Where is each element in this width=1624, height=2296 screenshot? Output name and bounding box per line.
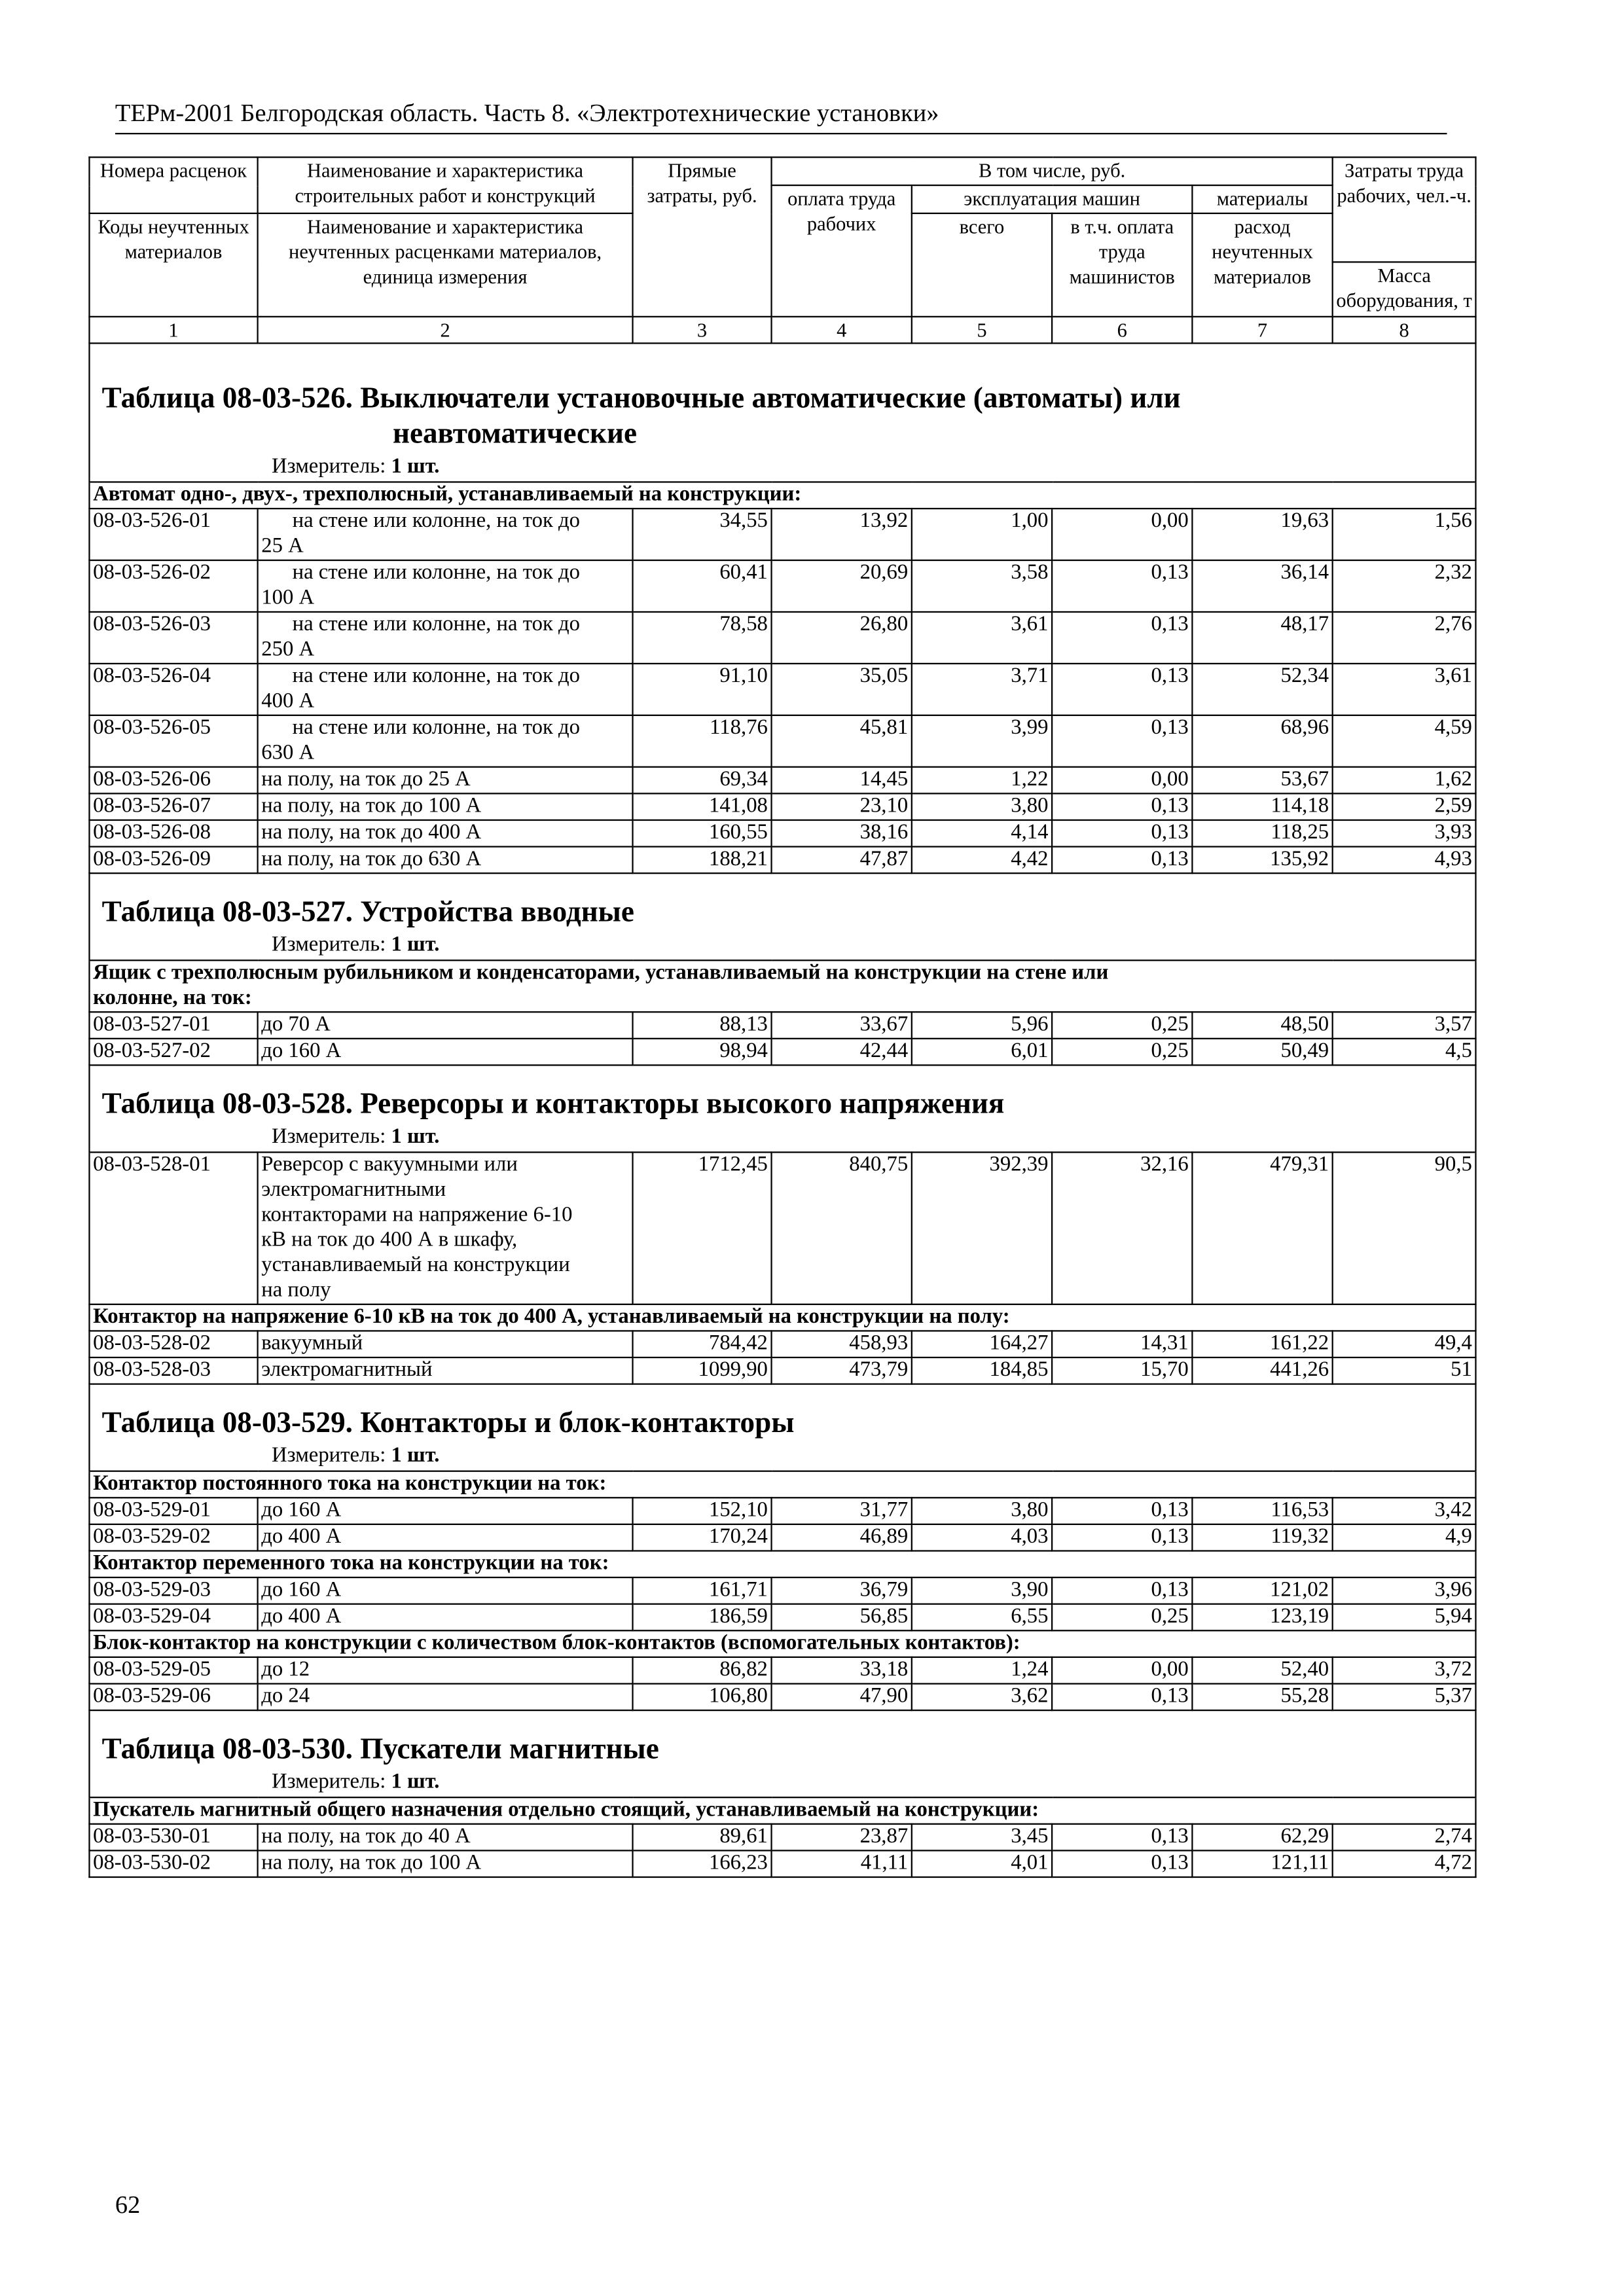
machines-value: 3,62 <box>912 1684 1052 1711</box>
header-direct-costs: Прямые затраты, руб. <box>633 157 772 317</box>
rate-name: на стене или колонне, на ток до 100 А <box>258 560 633 612</box>
operators-wages-value: 0,13 <box>1052 1577 1192 1604</box>
table-row <box>89 793 1475 820</box>
rate-code: 08-03-526-09 <box>89 847 257 874</box>
direct-costs-value: 161,71 <box>633 1577 772 1604</box>
rate-name: электромагнитный <box>258 1357 633 1384</box>
rate-code: 08-03-529-03 <box>89 1577 257 1604</box>
operators-wages-value: 0,13 <box>1052 1684 1192 1711</box>
operators-wages-value: 0,13 <box>1052 847 1192 874</box>
operators-wages-value: 0,13 <box>1052 560 1192 612</box>
rate-table-section <box>89 1384 1475 1710</box>
machines-value: 4,01 <box>912 1850 1052 1877</box>
table-row <box>89 715 1475 767</box>
table-row <box>89 664 1475 715</box>
materials-value: 52,40 <box>1192 1657 1332 1684</box>
table-title: Таблица 08-03-527. Устройства вводные <box>101 896 634 929</box>
header-codes-top: Номера расценок <box>89 157 257 213</box>
table-row <box>89 612 1475 664</box>
direct-costs-value: 160,55 <box>633 820 772 847</box>
rate-table-section <box>89 873 1475 1065</box>
wages-value: 47,90 <box>772 1684 912 1711</box>
direct-costs-value: 98,94 <box>633 1039 772 1066</box>
estimate-table <box>88 156 1476 1878</box>
direct-costs-value: 166,23 <box>633 1850 772 1877</box>
operators-wages-value: 0,00 <box>1052 1657 1192 1684</box>
operators-wages-value: 0,13 <box>1052 1824 1192 1851</box>
machines-value: 4,14 <box>912 820 1052 847</box>
wages-value: 23,10 <box>772 793 912 820</box>
header-including: В том числе, руб. <box>772 157 1333 185</box>
table-row <box>89 1152 1475 1304</box>
wages-value: 458,93 <box>772 1331 912 1357</box>
direct-costs-value: 1712,45 <box>633 1152 772 1304</box>
labor-value: 2,59 <box>1333 793 1476 820</box>
table-title: Таблица 08-03-529. Контакторы и блок-контакторы <box>101 1407 795 1440</box>
machines-value: 3,99 <box>912 715 1052 767</box>
rate-code: 08-03-530-02 <box>89 1850 257 1877</box>
labor-value: 3,96 <box>1333 1577 1476 1604</box>
rate-code: 08-03-526-05 <box>89 715 257 767</box>
rate-code: 08-03-528-01 <box>89 1152 257 1304</box>
materials-value: 116,53 <box>1192 1498 1332 1524</box>
labor-value: 1,62 <box>1333 767 1476 794</box>
operators-wages-value: 0,00 <box>1052 767 1192 794</box>
table-row <box>89 1357 1475 1384</box>
wages-value: 35,05 <box>772 664 912 715</box>
rate-name: до 12 <box>258 1657 633 1684</box>
wages-value: 31,77 <box>772 1498 912 1524</box>
wages-value: 56,85 <box>772 1604 912 1631</box>
direct-costs-value: 34,55 <box>633 509 772 560</box>
header-name-top: Наименование и характеристика строительных работ и конструкций <box>258 157 633 213</box>
wages-value: 26,80 <box>772 612 912 664</box>
machines-value: 1,00 <box>912 509 1052 560</box>
labor-value: 3,61 <box>1333 664 1476 715</box>
column-number: 6 <box>1052 317 1192 344</box>
rate-table-section <box>89 1065 1475 1384</box>
table-row <box>89 560 1475 612</box>
labor-value: 5,37 <box>1333 1684 1476 1711</box>
rate-code: 08-03-529-01 <box>89 1498 257 1524</box>
labor-value: 4,59 <box>1333 715 1476 767</box>
table-row <box>89 1577 1475 1604</box>
operators-wages-value: 0,13 <box>1052 664 1192 715</box>
machines-value: 3,90 <box>912 1577 1052 1604</box>
machines-value: 3,61 <box>912 612 1052 664</box>
group-heading: Контактор на напряжение 6-10 кВ на ток до 400 А, устанавливаемый на конструкции на полу: <box>89 1304 1475 1331</box>
labor-value: 5,94 <box>1333 1604 1476 1631</box>
materials-value: 52,34 <box>1192 664 1332 715</box>
rate-name: на полу, на ток до 100 А <box>258 1850 633 1877</box>
materials-value: 55,28 <box>1192 1684 1332 1711</box>
rate-code: 08-03-526-08 <box>89 820 257 847</box>
machines-value: 1,24 <box>912 1657 1052 1684</box>
wages-value: 13,92 <box>772 509 912 560</box>
labor-value: 2,32 <box>1333 560 1476 612</box>
operators-wages-value: 0,00 <box>1052 509 1192 560</box>
group-heading: Пускатель магнитный общего назначения отдельно стоящий, устанавливаемый на конструкции: <box>89 1797 1475 1824</box>
header-materials: материалы <box>1192 185 1332 213</box>
rate-name: на стене или колонне, на ток до 400 А <box>258 664 633 715</box>
column-number: 1 <box>89 317 257 344</box>
rate-code: 08-03-527-01 <box>89 1012 257 1039</box>
materials-value: 479,31 <box>1192 1152 1332 1304</box>
rate-name: на стене или колонне, на ток до 250 А <box>258 612 633 664</box>
table-header <box>89 157 1475 343</box>
wages-value: 46,89 <box>772 1524 912 1551</box>
table-row <box>89 1657 1475 1684</box>
group-heading: Автомат одно-, двух-, трехполюсный, устанавливаемый на конструкции: <box>89 482 1475 509</box>
header-equipment-mass: Масса оборудования, т <box>1333 262 1476 316</box>
operators-wages-value: 0,13 <box>1052 612 1192 664</box>
rate-name: на полу, на ток до 25 А <box>258 767 633 794</box>
table-row <box>89 1850 1475 1877</box>
operators-wages-value: 0,13 <box>1052 1850 1192 1877</box>
rate-code: 08-03-529-02 <box>89 1524 257 1551</box>
materials-value: 19,63 <box>1192 509 1332 560</box>
materials-value: 48,17 <box>1192 612 1332 664</box>
table-row <box>89 767 1475 794</box>
table-row <box>89 1012 1475 1039</box>
wages-value: 20,69 <box>772 560 912 612</box>
header-machines-total: всего <box>912 213 1052 317</box>
machines-value: 1,22 <box>912 767 1052 794</box>
machines-value: 3,71 <box>912 664 1052 715</box>
column-number: 2 <box>258 317 633 344</box>
rate-code: 08-03-528-02 <box>89 1331 257 1357</box>
machines-value: 6,01 <box>912 1039 1052 1066</box>
operators-wages-value: 0,13 <box>1052 715 1192 767</box>
column-number: 3 <box>633 317 772 344</box>
table-title-continuation: неавтоматические <box>392 418 638 450</box>
column-number: 7 <box>1192 317 1332 344</box>
machines-value: 392,39 <box>912 1152 1052 1304</box>
direct-costs-value: 784,42 <box>633 1331 772 1357</box>
operators-wages-value: 0,25 <box>1052 1012 1192 1039</box>
rate-name: до 160 А <box>258 1498 633 1524</box>
direct-costs-value: 152,10 <box>633 1498 772 1524</box>
machines-value: 3,45 <box>912 1824 1052 1851</box>
rate-code: 08-03-526-01 <box>89 509 257 560</box>
operators-wages-value: 32,16 <box>1052 1152 1192 1304</box>
labor-value: 3,42 <box>1333 1498 1476 1524</box>
operators-wages-value: 0,13 <box>1052 1524 1192 1551</box>
header-rule <box>115 133 1447 134</box>
rate-code: 08-03-529-06 <box>89 1684 257 1711</box>
direct-costs-value: 86,82 <box>633 1657 772 1684</box>
labor-value: 49,4 <box>1333 1331 1476 1357</box>
rate-name: на стене или колонне, на ток до 630 А <box>258 715 633 767</box>
direct-costs-value: 88,13 <box>633 1012 772 1039</box>
materials-value: 121,02 <box>1192 1577 1332 1604</box>
materials-value: 53,67 <box>1192 767 1332 794</box>
page-number: 62 <box>115 2191 141 2219</box>
table-row <box>89 509 1475 560</box>
wages-value: 42,44 <box>772 1039 912 1066</box>
wages-value: 33,67 <box>772 1012 912 1039</box>
machines-value: 3,80 <box>912 1498 1052 1524</box>
rate-code: 08-03-526-07 <box>89 793 257 820</box>
labor-value: 3,72 <box>1333 1657 1476 1684</box>
table-title-cell <box>89 1065 1475 1152</box>
column-number: 5 <box>912 317 1052 344</box>
operators-wages-value: 0,25 <box>1052 1039 1192 1066</box>
rate-name: на стене или колонне, на ток до 25 А <box>258 509 633 560</box>
rate-code: 08-03-526-06 <box>89 767 257 794</box>
rate-name: до 160 А <box>258 1039 633 1066</box>
operators-wages-value: 0,25 <box>1052 1604 1192 1631</box>
direct-costs-value: 89,61 <box>633 1824 772 1851</box>
rate-name: на полу, на ток до 40 А <box>258 1824 633 1851</box>
labor-value: 2,74 <box>1333 1824 1476 1851</box>
table-row <box>89 1604 1475 1631</box>
operators-wages-value: 0,13 <box>1052 820 1192 847</box>
labor-value: 4,9 <box>1333 1524 1476 1551</box>
column-number: 4 <box>772 317 912 344</box>
table-row <box>89 1331 1475 1357</box>
table-row <box>89 1684 1475 1711</box>
header-labor-costs: Затраты труда рабочих, чел.-ч. <box>1333 157 1476 262</box>
direct-costs-value: 78,58 <box>633 612 772 664</box>
table-row <box>89 1824 1475 1851</box>
group-heading: Контактор переменного тока на конструкции на ток: <box>89 1551 1475 1578</box>
wages-value: 45,81 <box>772 715 912 767</box>
wages-value: 41,11 <box>772 1850 912 1877</box>
rate-code: 08-03-529-04 <box>89 1604 257 1631</box>
rate-code: 08-03-528-03 <box>89 1357 257 1384</box>
running-header: ТЕРм-2001 Белгородская область. Часть 8. «Электротехнические установки» <box>115 99 939 127</box>
labor-value: 3,57 <box>1333 1012 1476 1039</box>
materials-value: 114,18 <box>1192 793 1332 820</box>
rate-name: на полу, на ток до 400 А <box>258 820 633 847</box>
header-machines: эксплуатация машин <box>912 185 1193 213</box>
table-row <box>89 1498 1475 1524</box>
labor-value: 1,56 <box>1333 509 1476 560</box>
measure-unit: Измеритель: 1 шт. <box>272 454 440 478</box>
rate-table-section <box>89 343 1475 873</box>
table-title: Таблица 08-03-526. Выключатели установочные автоматические (автоматы) или <box>101 382 1181 415</box>
table-title: Таблица 08-03-530. Пускатели магнитные <box>101 1733 659 1766</box>
machines-value: 3,80 <box>912 793 1052 820</box>
rate-code: 08-03-526-02 <box>89 560 257 612</box>
measure-unit: Измеритель: 1 шт. <box>272 1443 440 1468</box>
table-title: Таблица 08-03-528. Реверсоры и контакторы высокого напряжения <box>101 1088 1005 1121</box>
direct-costs-value: 118,76 <box>633 715 772 767</box>
measure-unit: Измеритель: 1 шт. <box>272 1124 440 1149</box>
wages-value: 473,79 <box>772 1357 912 1384</box>
operators-wages-value: 0,13 <box>1052 793 1192 820</box>
materials-value: 121,11 <box>1192 1850 1332 1877</box>
labor-value: 2,76 <box>1333 612 1476 664</box>
rate-name: на полу, на ток до 100 А <box>258 793 633 820</box>
materials-value: 123,19 <box>1192 1604 1332 1631</box>
labor-value: 90,5 <box>1333 1152 1476 1304</box>
table-title-cell <box>89 1384 1475 1471</box>
table-title-cell <box>89 1710 1475 1797</box>
rate-table-section <box>89 1710 1475 1877</box>
direct-costs-value: 170,24 <box>633 1524 772 1551</box>
direct-costs-value: 186,59 <box>633 1604 772 1631</box>
rate-code: 08-03-529-05 <box>89 1657 257 1684</box>
rate-name: на полу, на ток до 630 А <box>258 847 633 874</box>
wages-value: 33,18 <box>772 1657 912 1684</box>
rate-code: 08-03-526-04 <box>89 664 257 715</box>
materials-value: 50,49 <box>1192 1039 1332 1066</box>
table-row <box>89 847 1475 874</box>
machines-value: 6,55 <box>912 1604 1052 1631</box>
direct-costs-value: 91,10 <box>633 664 772 715</box>
table-title-cell <box>89 873 1475 960</box>
header-operators-wages: в т.ч. оплата труда машинистов <box>1052 213 1192 317</box>
table-row <box>89 820 1475 847</box>
header-codes-bottom: Коды неучтенных материалов <box>89 213 257 317</box>
rate-name: до 400 А <box>258 1604 633 1631</box>
machines-value: 5,96 <box>912 1012 1052 1039</box>
rate-name: Реверсор с вакуумными или электромагнитными контакторами на напряжение 6-10 кВ на ток до 400 А в шкафу, устанавливаемый на конструкции на полу <box>258 1152 633 1304</box>
table-row <box>89 1524 1475 1551</box>
materials-value: 135,92 <box>1192 847 1332 874</box>
direct-costs-value: 60,41 <box>633 560 772 612</box>
rate-code: 08-03-527-02 <box>89 1039 257 1066</box>
rate-name: до 160 А <box>258 1577 633 1604</box>
table-title-cell <box>89 343 1475 482</box>
rate-name: до 400 А <box>258 1524 633 1551</box>
rate-name: до 24 <box>258 1684 633 1711</box>
machines-value: 164,27 <box>912 1331 1052 1357</box>
materials-value: 441,26 <box>1192 1357 1332 1384</box>
labor-value: 3,93 <box>1333 820 1476 847</box>
materials-value: 68,96 <box>1192 715 1332 767</box>
operators-wages-value: 14,31 <box>1052 1331 1192 1357</box>
materials-value: 161,22 <box>1192 1331 1332 1357</box>
wages-value: 47,87 <box>772 847 912 874</box>
machines-value: 4,42 <box>912 847 1052 874</box>
labor-value: 51 <box>1333 1357 1476 1384</box>
direct-costs-value: 69,34 <box>633 767 772 794</box>
materials-value: 48,50 <box>1192 1012 1332 1039</box>
machines-value: 3,58 <box>912 560 1052 612</box>
group-heading: Контактор постоянного тока на конструкции на ток: <box>89 1471 1475 1498</box>
measure-unit: Измеритель: 1 шт. <box>272 1770 440 1794</box>
column-number: 8 <box>1333 317 1476 344</box>
rate-name: до 70 А <box>258 1012 633 1039</box>
wages-value: 36,79 <box>772 1577 912 1604</box>
operators-wages-value: 15,70 <box>1052 1357 1192 1384</box>
table-row <box>89 1039 1475 1066</box>
machines-value: 184,85 <box>912 1357 1052 1384</box>
direct-costs-value: 188,21 <box>633 847 772 874</box>
header-unaccounted-materials: расход неучтенных материалов <box>1192 213 1332 317</box>
header-name-bottom: Наименование и характеристика неучтенных расценками материалов, единица измерения <box>258 213 633 317</box>
group-heading: Блок-контактор на конструкции с количеством блок-контактов (вспомогательных контактов): <box>89 1630 1475 1657</box>
labor-value: 4,5 <box>1333 1039 1476 1066</box>
labor-value: 4,93 <box>1333 847 1476 874</box>
rate-code: 08-03-530-01 <box>89 1824 257 1851</box>
group-heading: Ящик с трехполюсным рубильником и конденсаторами, устанавливаемый на конструкции на стене или колонне, на ток: <box>89 960 1475 1012</box>
measure-unit: Измеритель: 1 шт. <box>272 933 440 957</box>
direct-costs-value: 1099,90 <box>633 1357 772 1384</box>
wages-value: 23,87 <box>772 1824 912 1851</box>
wages-value: 840,75 <box>772 1152 912 1304</box>
operators-wages-value: 0,13 <box>1052 1498 1192 1524</box>
materials-value: 119,32 <box>1192 1524 1332 1551</box>
wages-value: 14,45 <box>772 767 912 794</box>
rate-code: 08-03-526-03 <box>89 612 257 664</box>
labor-value: 4,72 <box>1333 1850 1476 1877</box>
direct-costs-value: 141,08 <box>633 793 772 820</box>
direct-costs-value: 106,80 <box>633 1684 772 1711</box>
header-wages: оплата труда рабочих <box>772 185 912 317</box>
wages-value: 38,16 <box>772 820 912 847</box>
materials-value: 36,14 <box>1192 560 1332 612</box>
materials-value: 62,29 <box>1192 1824 1332 1851</box>
materials-value: 118,25 <box>1192 820 1332 847</box>
machines-value: 4,03 <box>912 1524 1052 1551</box>
rate-name: вакуумный <box>258 1331 633 1357</box>
